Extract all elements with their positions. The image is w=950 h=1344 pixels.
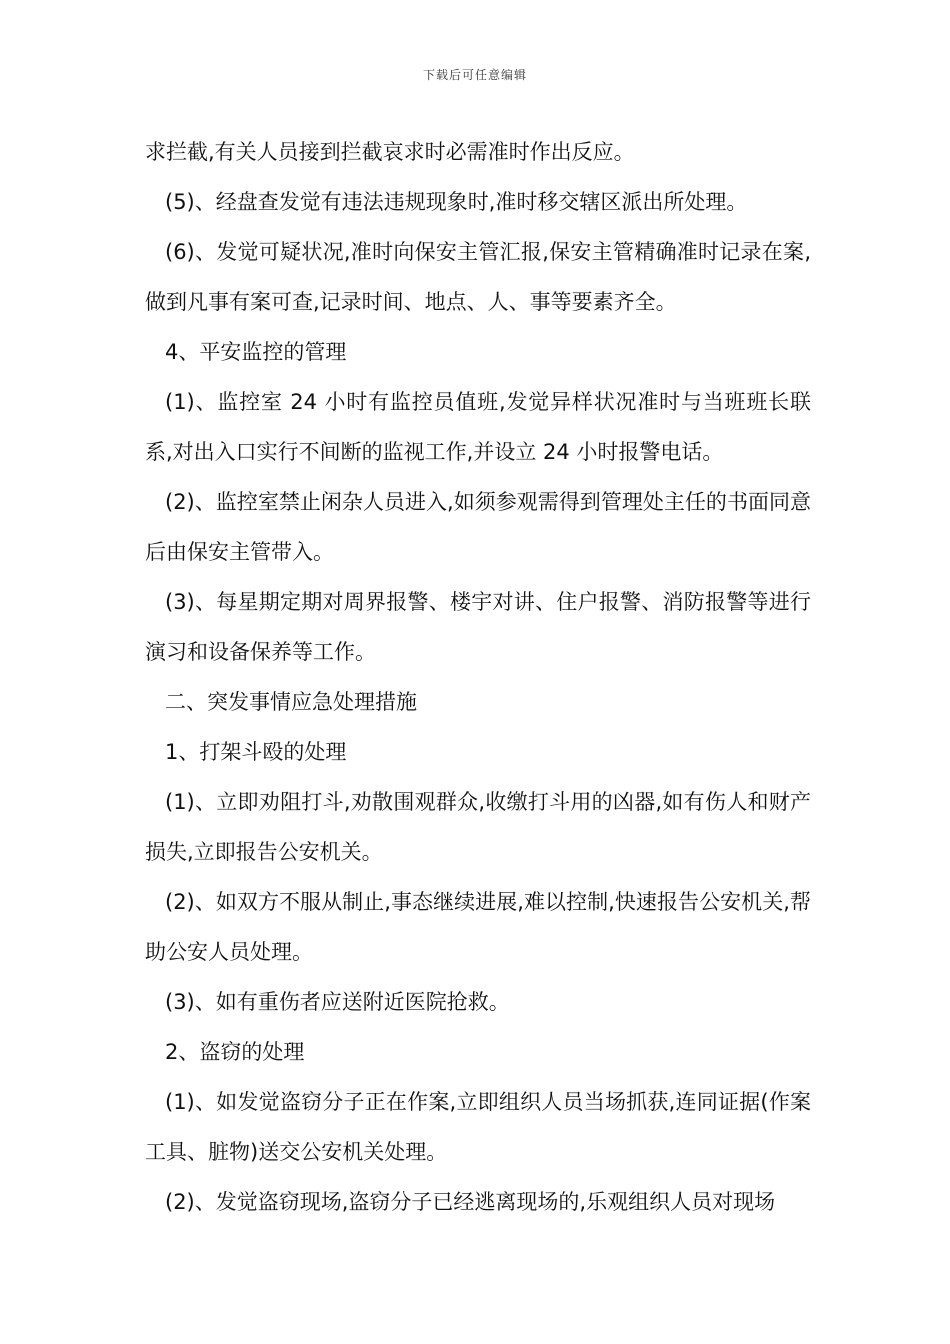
paragraph: (2)、监控室禁止闲杂人员进入,如须参观需得到管理处主任的书面同意后由保安主管带入。 — [145, 490, 811, 564]
paragraph: (1)、立即劝阻打斗,劝散围观群众,收缴打斗用的凶器,如有伤人和财产损失,立即报告公安机关。 — [145, 790, 811, 864]
section-heading: 4、平安监控的管理 — [165, 340, 347, 364]
paragraph: (1)、如发觉盗窃分子正在作案,立即组织人员当场抓获,连同证据(作案工具、脏物)送交公安机关处理。 — [145, 1090, 811, 1164]
document-body — [145, 127, 811, 1227]
paragraph: (2)、如双方不服从制止,事态继续进展,难以控制,快速报告公安机关,帮助公安人员处理。 — [145, 890, 811, 964]
paragraph: (6)、发觉可疑状况,准时向保安主管汇报,保安主管精确准时记录在案,做到凡事有案可查,记录时间、地点、人、事等要素齐全。 — [145, 240, 811, 314]
paragraph: 求拦截,有关人员接到拦截哀求时必需准时作出反应。 — [145, 140, 635, 164]
header-note: 下载后可任意编辑 — [422, 68, 527, 82]
section-heading: 二、突发事情应急处理措施 — [165, 690, 417, 714]
paragraph: (2)、发觉盗窃现场,盗窃分子已经逃离现场的,乐观组织人员对现场 — [165, 1190, 776, 1214]
section-heading: 2、盗窃的处理 — [165, 1040, 305, 1064]
section-heading: 1、打架斗殴的处理 — [165, 740, 347, 764]
paragraph: (3)、每星期定期对周界报警、楼宇对讲、住户报警、消防报警等进行演习和设备保养等工作。 — [145, 590, 811, 664]
paragraph: (3)、如有重伤者应送附近医院抢救。 — [165, 990, 510, 1014]
paragraph: (5)、经盘查发觉有违法违规现象时,准时移交辖区派出所处理。 — [165, 190, 748, 214]
paragraph: (1)、监控室 24 小时有监控员值班,发觉异样状况准时与当班班长联系,对出入口实行不间断的监视工作,并设立 24 小时报警电话。 — [145, 390, 811, 464]
